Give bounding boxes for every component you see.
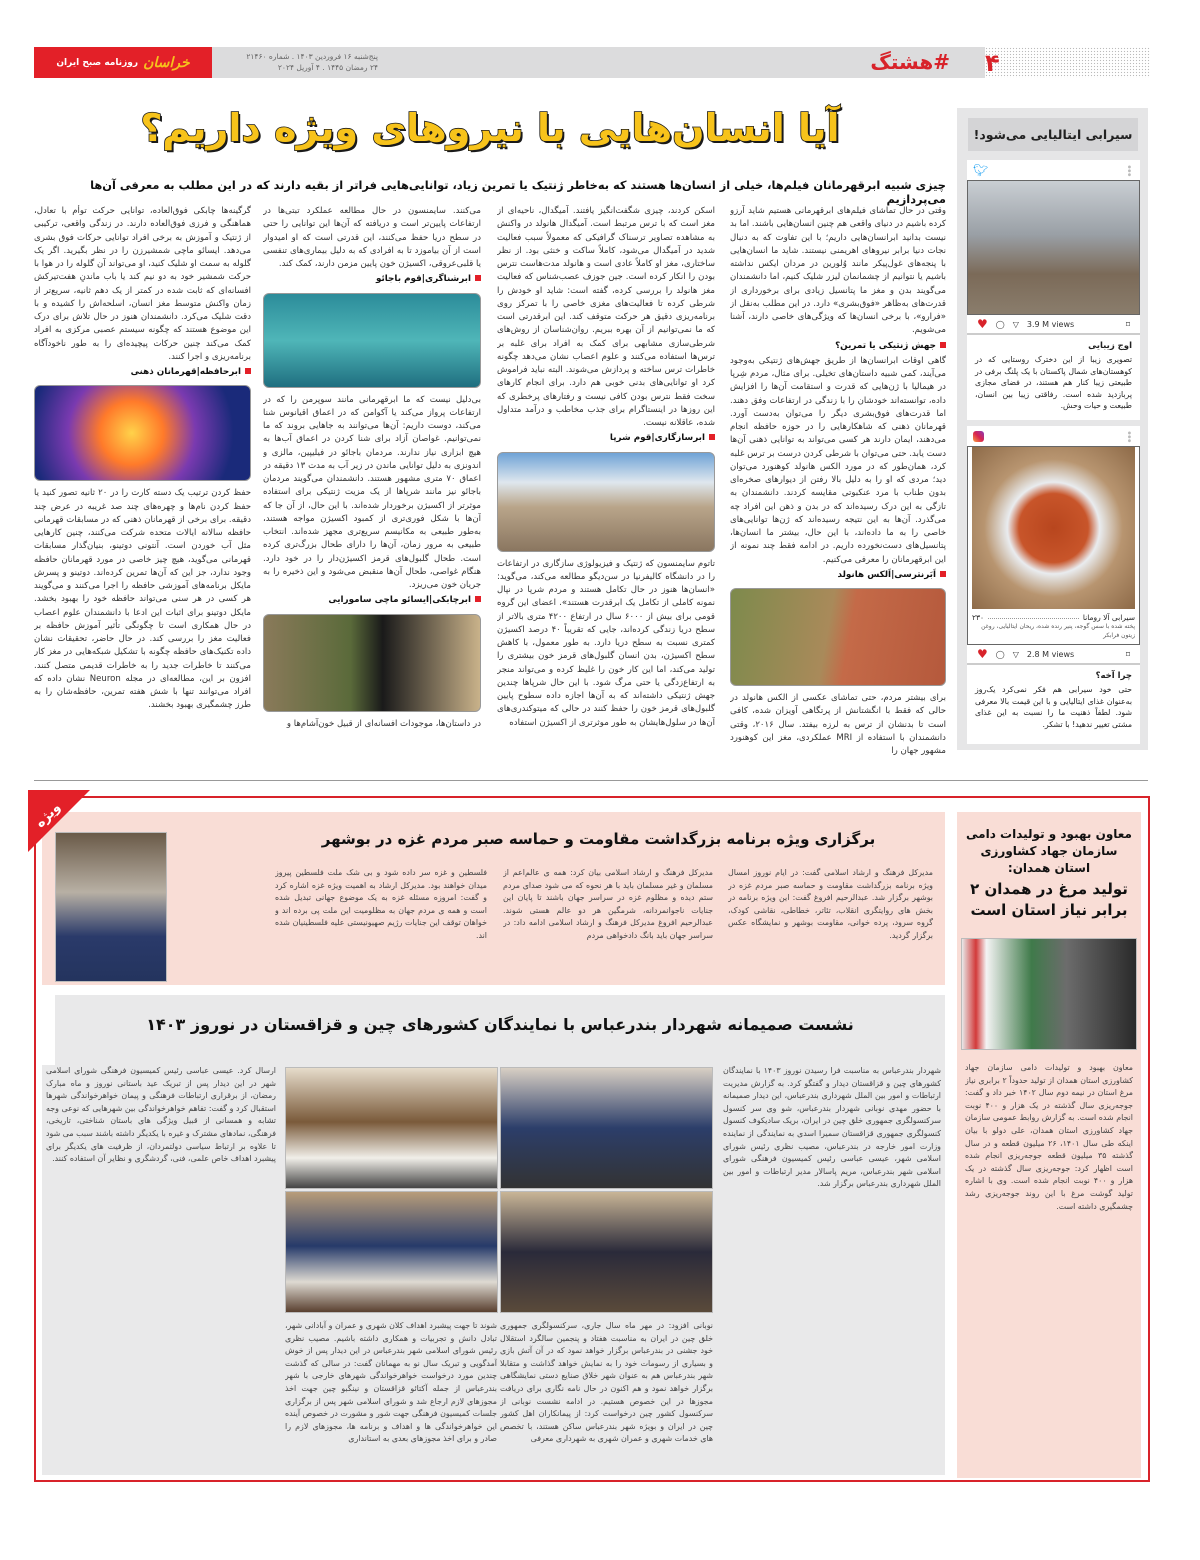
comment-icon[interactable]: ◯ <box>995 649 1005 659</box>
newspaper-logo <box>34 47 212 78</box>
paragraph: گاهی اوقات ابرانسان‌ها از طریق جهش‌های ژنتیکی به‌وجود می‌آیند، کمی شبیه داستان‌های تخیلی. برای مثال، مردم شِرپا در هیمالیا با ژن‌هایی که قدرت و استقامت آن‌ها را افزایش داده، توانسته‌اند خودشان را با زندگی در ارتفاعات وفق دهند. اما قدرت‌های فوق‌بشری دیگر را می‌توان به‌دست آورد. قهرمانان ذهنی که شاهکارهایی را در حوزه حافظه انجام می‌دهند، ایمان دارند هر کسی می‌تواند به توانایی ذهنی آن‌ها دست یابد. حتی می‌توان با شرطی کردن درست بر ترس غلبه کرد، همان‌طور که در مورد الکس هانولد کوهنورد می‌توان دید؛ مردی که او را به دلیل بالا رفتن از دیوارهای صخره‌ای بدون طناب با مرد عنکبوتی مقایسه کردند. دانشمندان به تازگی به این درک رسیده‌اند که در بدن و ذهن این افراد چه می‌گذرد. آن‌ها به این نتیجه رسیده‌اند که ژن‌ها توانایی‌های خاصی را به ما داده‌اند، با این حال، بیشتر ما انسان‌ها، پتانسیل‌های دست‌نخورده داریم. در ادامه فقط چند نمونه از این ابرقهرمانان را معرفی می‌کنیم. <box>730 355 946 565</box>
samurai-photo <box>263 614 481 712</box>
subheading: اَبَرنترسی|اَلکس هانولد <box>730 569 946 582</box>
bushehr-col-2: مدیرکل فرهنگ و ارشاد اسلامی بیان کرد: همه ی عالم‌اعم از مسلمان و غیر مسلمان باید با هر نحوه که می شود صدای مردم ستم دیده و مظلوم غزه در سراسر جهان باشند تا پایان این جنایات ناجوانمردانه، شرمگین هر دو عالم هستی شوند. عبدالرحیم افروغ مدیرکل فرهنگ و ارشاد اسلامی ادامه داد: در سراسر جهان باید بانگ دادخواهی مردم <box>503 868 713 940</box>
article-column-4 <box>34 205 251 773</box>
article-column-3 <box>263 205 481 773</box>
official-portrait-photo <box>55 832 167 982</box>
special-badge: ویژه <box>32 800 64 831</box>
tripe-dish-photo <box>972 447 1135 609</box>
paragraph: در داستان‌ها، موجودات افسانه‌ای از قبیل خون‌آشام‌ها و <box>286 718 481 729</box>
brand-tagline: روزنامه صبح ایران <box>56 57 139 68</box>
brand-name: خراسان <box>143 54 190 71</box>
subheading: جهش ژنتیکی یا تمرین؟ <box>730 340 946 353</box>
paragraph: تاتوم سایمنسون که ژنتیک و فیزیولوژی سازگاری در ارتفاعات را در دانشگاه کالیفرنیا در سن‌دیگو مطالعه می‌کند، می‌گوید: «انسان‌ها هنوز در حال تکامل هستند و مردم شرپا در نپال نمونه کاملی از تکامل یک ابرقدرت هستند». اعضای این گروه قومی برای بیش از ۶۰۰۰ سال در ارتفاع ۴۲۰۰ متری بالاتر از سطح دریا زندگی کرده‌اند، جایی که تقریباً ۴۰ درصد اکسیژن کمتری نسبت به سطح دریا دارد. به طور معمول، با کاهش سطح اکسیژن، بدن انسان گلبول‌های قرمز خون بیشتری را تولید می‌کند، اما این کار خون را غلیظ کرده و می‌تواند منجر به ارتفاع‌زدگی یا حتی مرگ شود. با این حال شرپاها چندین جهش ژنتیکی داشته‌اند که به آن‌ها اجازه داده سطوح پایین گلبول‌های قرمز خون را حفظ کنند در حالی که میتوکندری‌های آن‌ها در سلول‌هایشان به طور موثرتری از اکسیژن استفاده <box>497 558 715 728</box>
section-divider <box>34 780 1148 781</box>
main-headline: آیا انسان‌هایی با نیروهای ویژه داریم؟ <box>140 106 840 150</box>
bushehr-headline: برگزاری ویژه برنامه بزرگداشت مقاومت و حماسه صبر مردم غزه در بوشهر <box>321 830 876 848</box>
heart-icon[interactable]: ♥ <box>977 317 988 331</box>
climber-photo <box>730 588 946 686</box>
official-interview-photo <box>961 938 1137 1050</box>
article-column-2 <box>497 205 715 773</box>
menu-description: پخته شده با سس گوجه، پنیر رنده شده، ریحان ایتالیایی، روغن زیتون فرابکر <box>981 623 1135 639</box>
bushehr-col-1: مدیرکل فرهنگ و ارشاد اسلامی گفت: در ایام نوروز امسال ویژه برنامه بزرگداشت مقاومت و حماسه صبر مردم غزه در بوشهر برگزار شد. عبدالرحیم افروغ گفت: این ویژه برنامه در بخش های روایتگری انقلاب، تئاتر، خطاطی، نقاشی کودک، گروه سرود، پرده خوانی، مقاومت بوشهر و نمایشگاه عکس برگزار گردید. <box>728 868 933 940</box>
page-number: ۴ <box>985 48 1000 77</box>
share-icon[interactable]: ▽ <box>1012 319 1019 329</box>
date-line: پنج‌شنبه ۱۶ فروردین ۱۴۰۳ . شماره ۲۱۴۶۰ <box>246 52 378 61</box>
article-column-1 <box>730 205 946 773</box>
paragraph: برای بیشتر مردم، حتی تماشای عکسی از الکس هانولد در حالی که فقط با انگشتانش از پرتگاهی آویزان شده، کافی است تا بدنشان از ترس به لرزه بیفتد. سال ۲۰۱۶، وقتی دانشمندان با استفاده از MRI عملکردی، مغز این کوهنورد مشهور جهان را <box>730 693 946 756</box>
social-sidebar <box>957 108 1148 750</box>
more-options-icon[interactable]: ••• <box>1123 164 1134 176</box>
meeting-photo <box>500 1067 713 1189</box>
sidebar-title: سیرابی ایتالیایی می‌شود! <box>968 118 1138 151</box>
bandarabbas-col-mid-2: شوند تا جهت پیشبرد اهداف کلان شهری و عمران و آبادانی شهر، تبادل دانش و تجربیات و همکاری داشته باشیم. مصیب نظری رئیس شورای اسلامی شهر بندرعباس در این دیدار پس از خوش آمدگویی و تبریک سال نو به مهمانان گفت: در سالی که گذشت چندین مورد درخواست خواهرخواندگی شهرهای خارجی با شهر بندرعباس از جمله آکتائو قزاقستان و نینگبو چین جهت اخذ مجوزهای لازم ارجاع شد و شورای اسلامی شهر پس از برگزاری جلسات کمیسیون فرهنگی جهت شور و مشورت در خصوص آینده این خواهرخواندگی ها و اهداف و برنامه ها، مجوزهای لازم را صادر و برای اخذ مجوزهای بعدی به استانداری <box>285 1321 497 1444</box>
sherpa-photo <box>497 452 715 552</box>
view-count: 2.8 M views <box>1026 649 1075 659</box>
subheading: ابرشناگری|قوم باجائو <box>263 273 481 286</box>
diver-photo <box>263 293 481 388</box>
bookmark-icon[interactable]: ⌑ <box>1125 649 1130 659</box>
caption-text: تصویری زیبا از این دخترک روستایی که در کوهستان‌های شمال پاکستان با یک پلنگ برفی در طبیعتی زیبا کنار هم هستند، در فضای مجازی پربازدید شده است. رفاقتی زیبا بین انسان، طبیعت و حیات وحش. <box>975 355 1132 410</box>
bushehr-news-box <box>42 812 945 985</box>
instagram-post <box>967 426 1140 744</box>
paragraph: حفظ کردن ترتیب یک دسته کارت را در ۲۰ ثانیه تصور کنید یا حفظ کردن نام‌ها و چهره‌های چند صد غریبه در عرض چند دقیقه. برای برخی از قهرمانان ذهنی که در مسابقات قهرمانی حافظه سالانه ایالات متحده شرکت می‌کنند، چنین کارهایی مثل آب خوردن است. آنتونی دوتینو، بنیان‌گذار مسابقات قهرمانی می‌گوید، هیچ چیز خاصی در مورد قهرمانان حافظه وجود ندارد، جز این که آن‌ها تمرین کرده‌اند. دوتینو و پسرش مایکل برنامه‌های آموزشی حافظه را اجرا می‌کنند و می‌گویند هر کسی در هر سنی می‌تواند حافظه خود را بهبود بخشد. مایکل دوتینو برای اثبات این ادعا با دانشمندان علوم اعصاب در حال همکاری است تا چگونگی تأثیر آموزش حافظه بر فعالیت مغز را بررسی کند. در حال حاضر، تحقیقات نشان داده تکنیک‌های حافظه چگونه با تشکیل شبکه‌هایی در مغز کار می‌کنند تا خاطرات جدید را به خاطرات قدیمی متصل کنند. افزون بر این، مطالعه‌ای در مجله Neuron نشان داده که افراد می‌توانند تنها با شش هفته تمرین، حافظه‌شان را به طرز چشمگیری بهبود بخشند. <box>34 488 251 711</box>
meeting-photo <box>285 1067 498 1189</box>
bandarabbas-col-mid-1: نوبانی افزود: در مهر ماه سال جاری، سرکنسولگری جمهوری خلق چین در ایران به مناسبت هفتاد و پنجمین سالگرد استقلال خود جشنی در بندرعباس برگزار خواهد نمود که در آن آتش بازی و بسیاری از رسومات خود را به نمایش خواهد گذاشت و متقابلا شهر بندرعباس هم به عنوان شهر خلاق صنایع دستی نمایشگاهی برگزار خواهد نمود و هم اکنون در حال نامه نگاری برای دریافت مجوزها در این خصوص هستیم. در ادامه نشست نوبانی از سرکنسول کشور چین درخواست کرد: از پیمانکاران اهل کشور چین در ایران و بویژه شهر بندرعباس ساکن هستند، با تخصص های خدمات شهری و عمران شهری به شهرداری معرفی <box>500 1321 713 1444</box>
paragraph: وقتی در حال تماشای فیلم‌های ابرقهرمانی هستیم شاید آرزو کرده باشیم در دنیای واقعی هم چنین انسان‌هایی باشند. اما بد نیست بدانید ابرانسان‌هایی داریم؛ با این تفاوت که به دنبال نجات دنیا برابر نیروهای اهریمنی نیستند. شاید ما انسان‌هایی با پنجه‌های غول‌پیکر مانند وُلورین در مردان ایکس نداشته باشیم یا نتوانیم از چشمانمان لیزر شلیک کنیم، اما دانشمندان می‌گویند بدن و مغز ما پتانسیل زیادی برای برخورداری از قدرت‌های به‌ظاهر «فوق‌بشری» دارد. در این مطلب به‌نقل از «فرارو»، با برخی انسان‌ها که ویژگی‌های خاصی دارند، آشنا می‌شویم. <box>730 206 946 336</box>
caption-title: اوج زیبایی <box>1088 341 1132 351</box>
bookmark-icon[interactable]: ⌑ <box>1125 319 1130 329</box>
twitter-icon: 🐦︎ <box>973 163 989 177</box>
bandarabbas-col-right: شهردار بندرعباس به مناسبت فرا رسیدن نوروز ۱۴۰۳ با نمایندگان کشورهای چین و قزاقستان دیدار و گفتگو کرد. به گزارش مدیریت ارتباطات و امور بین الملل شهرداری بندرعباس، این دیدار صمیمانه با حضور مهدی نوبانی شهردار بندرعباس، شو وی سر کنسول سرکنسولگری جمهوری خلق چین در ایران، بریک سادیکوف کنسول کنسولگری جمهوری قزاقستان سمیرا اسدی به نمایندگی از نماینده وزارت امور خارجه در بندرعباس، مصیب نظری رئیس شورای اسلامی شهر، عیسی عباسی رئیس کمیسیون فرهنگی شورای اسلامی شهر بندرعباس، مریم پاسالار مدیر ارتباطات و امور بین الملل شهرداری بندرعباس برگزار شد. <box>723 1066 941 1189</box>
meeting-photo <box>285 1191 498 1313</box>
issue-date <box>218 51 378 73</box>
paragraph: بی‌دلیل نیست که ما ابرقهرمانی مانند سوپرمن را که در ارتفاعات پرواز می‌کند یا آکوامن که در اعماق اقیانوس شنا می‌کند، دوست داریم: آن‌ها می‌توانند به جاهایی بروند که ما نمی‌توانیم. غواصان آزاد برای شنا کردن در اعماق آب‌ها به هیچ ابزاری نیاز ندارند. مردمان باجائو در فیلیپین، مالزی و اندونزی به دلیل توانایی ماندن در زیر آب به مدت ۱۳ دقیقه در اعماق ۷۰ متری مشهور هستند. دانشمندان می‌گویند مردمان باجائو نیز مانند شرپاها از یک مزیت ژنتیکی برای استفاده موثرتر از اکسیژن برخوردار شده‌اند. با این حال، از آن جا که آن‌ها با شکل فوری‌تری از کمبود اکسیژن مواجه هستند، به‌طور طبیعی به مکانیسم سریع‌تری مجهز شده‌اند. انتخاب طبیعی به مرور زمان، آن‌ها را دارای طحال بزرگ‌تری کرده است. طحال گلبول‌های قرمز اکسیژن‌دار را در خود دارد. هنگام غواصی، طحال آن‌ها منقبض می‌شود و این ذخیره را به جریان خون می‌ریزد. <box>263 394 481 590</box>
hamedan-news-box <box>957 812 1141 1478</box>
paragraph: می‌کنند. سایمنسون در حال مطالعه عملکرد تبتی‌ها در ارتفاعات پایین‌تر است و دریافته که آن‌ها این توانایی را حتی در سطح دریا حفظ می‌کنند، این قدرتی است که او امیدوار است از آن بیاموزد تا به افرادی که به دلیل بیماری‌های تنفسی یا قلبی‌عروقی، اکسیژن خون پایین مزمن دارند، کمک کند. <box>263 206 481 269</box>
twitter-post <box>967 160 1140 420</box>
comment-icon[interactable]: ◯ <box>995 319 1005 329</box>
brain-photo <box>34 385 251 481</box>
girl-leopard-photo <box>967 180 1140 315</box>
subheading: ابرچابکی|ایسائو ماچی سامورایی <box>263 594 481 607</box>
instagram-icon <box>973 431 984 442</box>
hamedan-headline: تولید مرغ در همدان ۲ برابر نیاز استان است <box>970 880 1128 919</box>
caption-text: حتی خود سیرابی هم فکر نمی‌کرد یک‌روز به‌عنوان غذای ایتالیایی و با این قیمت بالا معرفی شود. لطفاً ذهنیت ما را نسبت به این غذای مشتی تغییر ندهید! با تشکر. <box>975 685 1132 729</box>
view-count: 3.9 M views <box>1026 319 1075 329</box>
menu-item: سیرابی آلا رومانا <box>1082 613 1135 622</box>
paragraph: گرگینه‌ها چابکی فوق‌العاده، توانایی حرکت توأم با تعادل، هماهنگی و فرزی فوق‌العاده دارند. در زندگی واقعی، ترکیبی از ژنتیک و آموزش به برخی افراد توانایی حرکات فوق بشری می‌دهد. ایسائو ماچی شمشیرزن را در نظر بگیرید. اگر یک گلوله به سمت او شلیک کنید، او می‌تواند آن گلوله را در هوا با حرکت شمشیر خود به دو نیم کند یا باب ماندنِ هفت‌تیرکش افسانه‌ای که ثابت شده در کمتر از یک دهم ثانیه، سریع‌تر از زمان واکنش متوسط مغز انسان، اسلحه‌اش را کشیده و با دقت شلیک می‌کرد. دانشمندان هنوز در حال تلاش برای درک این موضوع هستند که چگونه سیستم عصبی مرکزی به افراد کمک می‌کند چنین حرکات پیچیده‌ای را به طور ناخودآگاه برنامه‌ریزی و اجرا کنند. <box>34 206 251 362</box>
caption-title: چرا آخه؟ <box>1095 671 1132 681</box>
subheading: ابرسازگاری|قوم شرپا <box>497 432 715 445</box>
heart-icon[interactable]: ♥ <box>977 647 988 661</box>
hamedan-kicker: معاون بهبود و تولیدات دامی سازمان جهاد کشاورزی استان همدان: <box>966 827 1132 875</box>
page-number-box <box>985 47 1150 78</box>
bandarabbas-col-left: ارسال کرد. عیسی عباسی رئیس کمیسیون فرهنگی شورای اسلامی شهر در این دیدار پس از تبریک عید باستانی نوروز و ماه مبارک رمضان، از برقراری ارتباطات فرهنگی و پیمان خواهرخواندگی شهرها استقبال کرد و گفت: تفاهم خواهرخواندگی بین شهرهایی که نوعی وجه تشابه و همسانی از قبیل ویژگی های باستان شناختی، تاریخی، فرهنگی، نمادهای مشترک و غیره با یکدیگر داشته باشند سبب می شود تا علاوه بر ارتباط سیاسی دولتمردان، از ظرفیت های یکدیگر برای پیشبرد اهداف خاص علمی، فنی، گردشگری و نظایر آن استفاده کنند. <box>42 1065 280 1475</box>
share-icon[interactable]: ▽ <box>1012 649 1019 659</box>
article-lead: چیزی شبیه ابرقهرمانان فیلم‌ها، خیلی از انسان‌ها هستند که به‌خاطر ژنتیک یا تمرین زیاد، توانایی‌هایی فراتر از بقیه دارند که در این مطلب به معرفی آن‌ها می‌پردازیم <box>90 178 946 206</box>
subheading: ابرحافظه|قهرمانان ذهنی <box>34 366 251 379</box>
more-options-icon[interactable]: ••• <box>1123 430 1134 442</box>
date-line: ۲۴ رمضان ۱۴۴۵ . ۴ آوریل ۲۰۲۴ <box>277 63 378 72</box>
hamedan-body: معاون بهبود و تولیدات دامی سازمان جهاد کشاورزی استان همدان از تولید حدوداً ۲ برابری نیاز مرغ استان در نیمه دوم سال ۱۴۰۲ خبر داد و گفت: جوجه‌ریزی سال گذشته در یک هزار و ۴۰۰ نوبت انجام شده است. به گزارش روابط عمومی سازمان جهاد کشاورزی استان همدان، علی دولو با بیان اینکه طی سال ۱۴۰۱، ۲۶ میلیون قطعه و در سال گذشته ۳۵ میلیون قطعه جوجه‌ریزی انجام شده است اظهار کرد: جوجه‌ریزی سال گذشته در یک هزار و ۴۰۰ نوبت انجام شده است. وی با اشاره تولید گوشت مرغ با این روند جوجه‌ریزی رشد چشمگیری داشته است. <box>965 1063 1133 1211</box>
bushehr-col-3: فلسطین و غزه سر داده شود و بی شک ملت فلسطین پیروز میدان خواهند بود. مدیرکل ارشاد به اهمیت ویژه غزه اشاره کرد و گفت: امروزه مسئله غزه به یک موضوع جهانی تبدیل شده است و همه ی مردم جهان به مظلومیت این ملت پی برده اند و خواهان توقف این جنایات رژیم صهیونیستی علیه فلسطینیان شده اند. <box>275 868 487 940</box>
paragraph: اسکن کردند، چیزی شگفت‌انگیز یافتند. آمیگدال، ناحیه‌ای از مغز است که با ترس مرتبط است. آمیگدال هانولد در واکنش به مشاهده تصاویر ترسناک گرافیکی که معمولاً سبب فعالیت شدید در آمیگدال می‌شود، کاملاً ساکت و خنثی بود. از نظر ساختاری، مغز او کاملاً عادی است و هانولد مدت‌هاست نترس بودن را انکار کرده است. جین جوزف عصب‌شناس که فعالیت مغز هانولد را بررسی کرده، گفته است: شاید او خودش را شرطی کرده تا فعالیت‌های مغزی خاصی را با تمرکز روی برنامه‌ریزی دقیق هر حرکت متوقف کند. این ابرقدرتی است که ما نمی‌توانیم از آن بهره ببریم. روان‌شناسان از روش‌های شرطی‌سازی مشابهی برای کمک به افراد برای غلبه بر ترس‌ها استفاده می‌کنند و علوم اعصاب نشان می‌دهد چگونه خاطرات ترس ساخته و پردازش می‌شوند. البته نباید فراموش کرد او توانایی‌های بدنی خوبی هم دارد. برای انجام کارهای سخت فقط نترس بودن کافی نیست و رفتارهای پرخطری که این روزها در اینستاگرام برای جذب مخاطب و درآمد متداول شده، عاقلانه نیست. <box>497 206 715 428</box>
bandarabbas-headline: نشست صمیمانه شهردار بندرعباس با نمایندگان کشورهای چین و قزاقستان در نوروز ۱۴۰۳ <box>146 1015 854 1034</box>
menu-price: ۲۳۰ <box>972 613 985 622</box>
section-title: #هشتگ <box>870 50 950 74</box>
meeting-photo <box>500 1191 713 1313</box>
